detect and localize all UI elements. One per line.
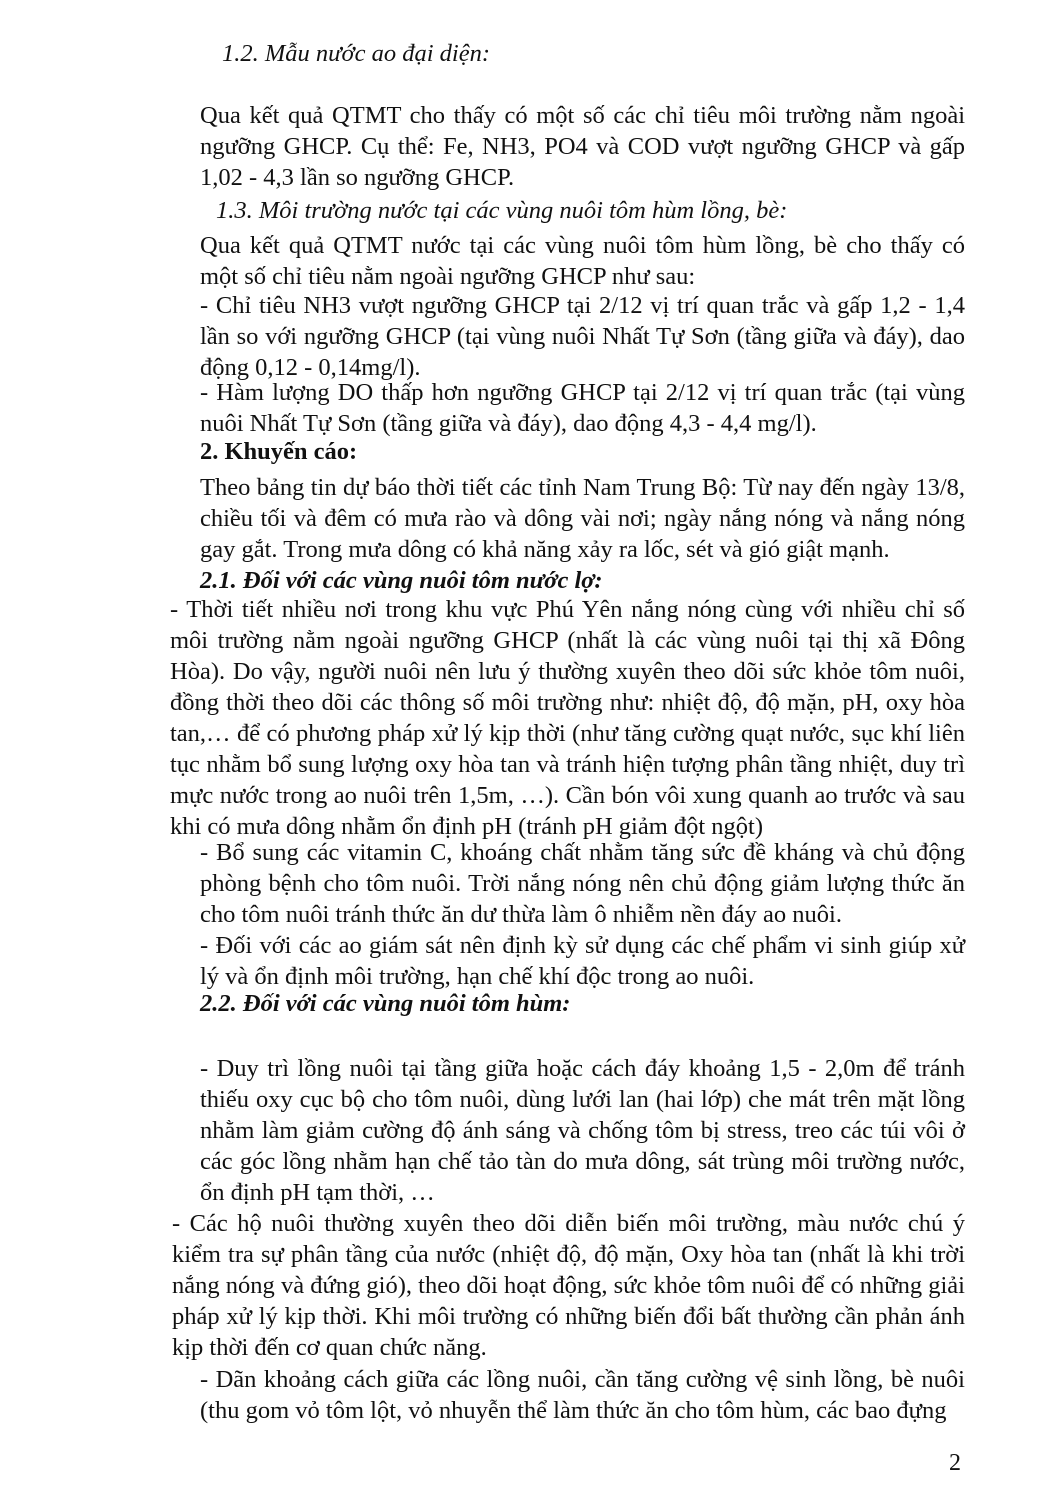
paragraph-2: Theo bảng tin dự báo thời tiết các tỉnh Nam Trung Bộ: Từ nay đến ngày 13/8, chiều tối và đêm có mưa rào và dông vài nơi; ngày nắng nóng và nắng nóng gay gắt. Trong mưa dông có khả năng xảy ra lốc, sét và gió giật mạnh.	[200, 474, 965, 563]
paragraph-1-3-nh3: - Chỉ tiêu NH3 vượt ngưỡng GHCP tại 2/12 vị trí quan trắc và gấp 1,2 - 1,4 lần so với ngưỡng GHCP (tại vùng nuôi Nhất Tự Sơn (tầng giữa và đáy), dao động 0,12 - 0,14mg/l).	[200, 292, 965, 381]
paragraph-2-1-a: - Thời tiết nhiều nơi trong khu vực Phú Yên nắng nóng cùng với nhiều chỉ số môi trường nằm ngoài ngưỡng GHCP (nhất là các vùng nuôi tại thị xã Đông Hòa). Do vậy, người nuôi nên lưu ý thường xuyên theo dõi sức khỏe tôm nuôi, đồng thời theo dõi các thông số môi trường như: nhiệt độ, độ mặn, pH, oxy hòa tan,… để có phương pháp xử lý kịp thời (như tăng cường quạt nước, sục khí liên tục nhằm bổ sung lượng oxy hòa tan và tránh hiện tượng phân tầng nhiệt, duy trì mực nước trong ao nuôi trên 1,5m, …). Cần bón vôi xung quanh ao trước và sau khi có mưa dông nhằm ổn định pH (tránh pH giảm đột ngột)	[170, 596, 965, 840]
paragraph-1-2	[200, 100, 965, 193]
page-number: 2	[949, 1450, 961, 1476]
paragraph-1-2-text: Qua kết quả QTMT cho thấy có một số các chỉ tiêu môi trường nằm ngoài ngưỡng GHCP. Cụ thể: Fe, NH3, PO4 và COD vượt ngưỡng GHCP và gấp 1,02 - 4,3 lần so ngưỡng GHCP.	[200, 102, 965, 191]
paragraph-2-2-b: - Các hộ nuôi thường xuyên theo dõi diễn biến môi trường, màu nước chú ý kiểm tra sự phân tầng của nước (nhiệt độ, độ mặn, Oxy hòa tan (nhất là khi trời nắng nóng và đứng gió), theo dõi hoạt động, sức khỏe tôm nuôi để có những giải pháp xử lý kịp thời. Khi môi trường có những biến đổi bất thường cần phản ánh kịp thời đến cơ quan chức năng.	[172, 1210, 965, 1361]
paragraph-2-1-b: - Bổ sung các vitamin C, khoáng chất nhằm tăng sức đề kháng và chủ động phòng bệnh cho tôm nuôi. Trời nắng nóng nên chủ động giảm lượng thức ăn cho tôm nuôi tránh thức ăn dư thừa làm ô nhiễm nền đáy ao nuôi.	[200, 839, 965, 928]
heading-1-3: 1.3. Môi trường nước tại các vùng nuôi tôm hùm lồng, bè:	[216, 197, 788, 224]
paragraph-2-2-a: - Duy trì lồng nuôi tại tầng giữa hoặc cách đáy khoảng 1,5 - 2,0m để tránh thiếu oxy cục bộ cho tôm nuôi, dùng lưới lan (hai lớp) che mát trên mặt lồng nhằm làm giảm cường độ ánh sáng và chống tôm bị stress, treo các túi vôi ở các góc lồng nhằm hạn chế tảo tàn do mưa dông, sát trùng môi trường nước, ổn định pH tạm thời, …	[200, 1055, 965, 1206]
paragraph-2-1-c: - Đối với các ao giám sát nên định kỳ sử dụng các chế phẩm vi sinh giúp xử lý và ổn định môi trường, hạn chế khí độc trong ao nuôi.	[200, 932, 965, 990]
paragraph-2-2-c: - Dãn khoảng cách giữa các lồng nuôi, cần tăng cường vệ sinh lồng, bè nuôi (thu gom vỏ tôm lột, vỏ nhuyễn thể làm thức ăn cho tôm hùm, các bao đựng	[200, 1366, 965, 1424]
paragraph-1-3-intro: Qua kết quả QTMT nước tại các vùng nuôi tôm hùm lồng, bè cho thấy có một số chỉ tiêu nằm ngoài ngưỡng GHCP như sau:	[200, 232, 965, 290]
heading-1-2: 1.2. Mẫu nước ao đại diện:	[222, 40, 490, 67]
paragraph-1-3-do: - Hàm lượng DO thấp hơn ngưỡng GHCP tại 2/12 vị trí quan trắc (tại vùng nuôi Nhất Tự Sơn (tầng giữa và đáy), dao động 4,3 - 4,4 mg/l).	[200, 379, 965, 437]
heading-2-1: 2.1. Đối với các vùng nuôi tôm nước lợ:	[200, 567, 603, 594]
heading-2: 2. Khuyến cáo:	[200, 438, 358, 465]
heading-2-2: 2.2. Đối với các vùng nuôi tôm hùm:	[200, 990, 571, 1017]
